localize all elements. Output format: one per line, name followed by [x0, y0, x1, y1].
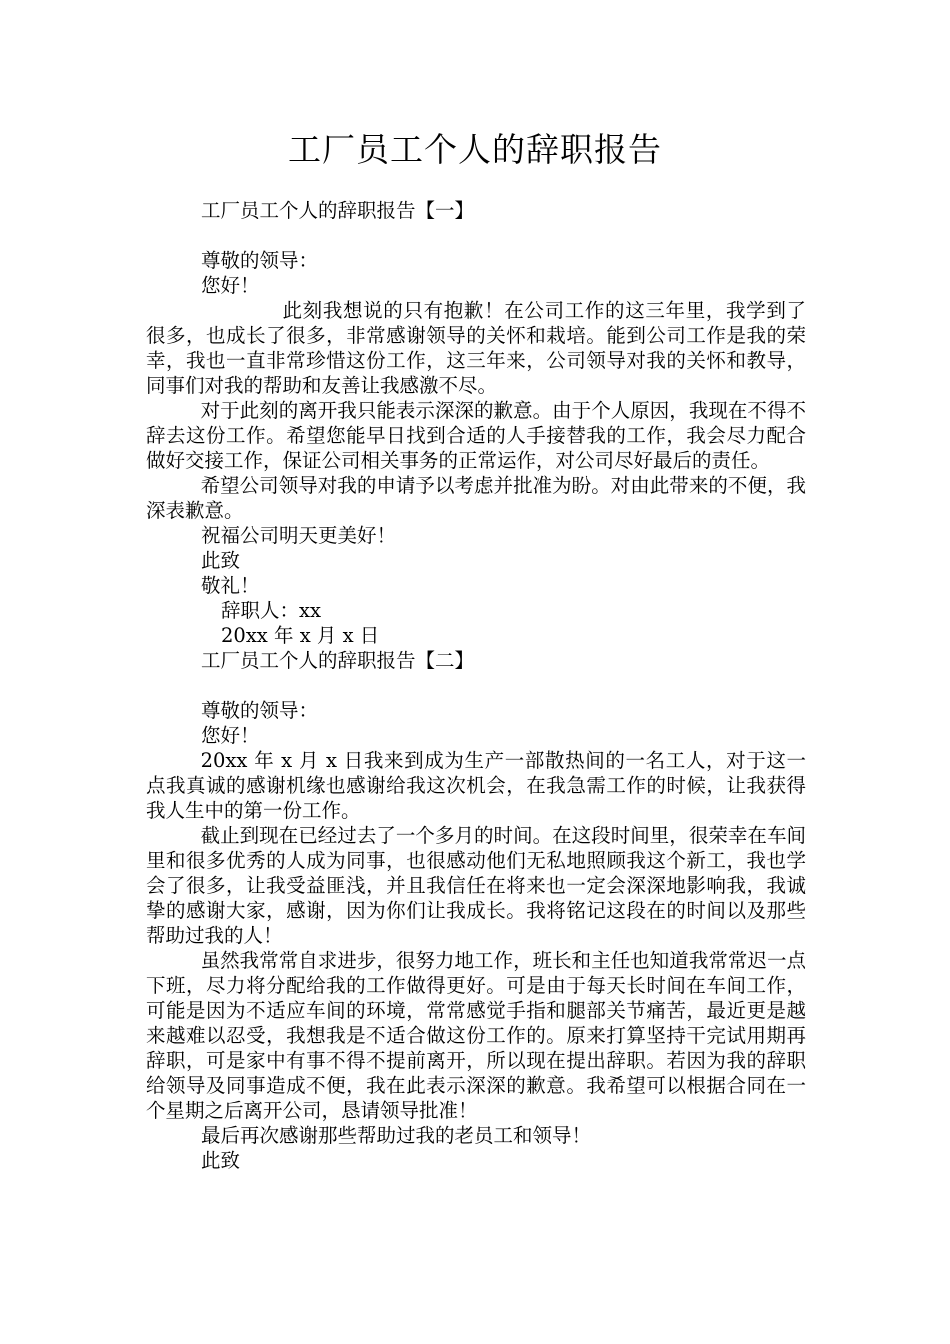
letter2-heading: 工厂员工个人的辞职报告【二】	[201, 649, 475, 672]
letter2-thanks: 最后再次感谢那些帮助过我的老员工和领导！	[201, 1124, 592, 1147]
letter1-heading: 工厂员工个人的辞职报告【一】	[201, 199, 475, 222]
document-body	[146, 198, 806, 1173]
letter2-salutation: 尊敬的领导：	[201, 699, 319, 722]
letter1-blessing: 祝福公司明天更美好！	[201, 524, 397, 547]
letter1-paragraph-3: 希望公司领导对我的申请予以考虑并批准为盼。对由此带来的不便，我深表歉意。	[146, 474, 806, 522]
letter2-paragraph-3: 虽然我常常自求进步，很努力地工作，班长和主任也知道我常常迟一点下班，尽力将分配给我的工作做得更好。可是由于每天长时间在车间工作，可能是因为不适应车间的环境，常常感觉手指和腿部关节痛苦，最近更是越来越难以忍受，我想我是不适合做这份工作的。原来打算坚持干完试用期再辞职，可是家中有事不得不提前离开，所以现在提出辞职。若因为我的辞职给领导及同事造成不便，我在此表示深深的歉意。我希望可以根据合同在一个星期之后离开公司，恳请领导批准！	[146, 949, 806, 1122]
letter1-greeting: 您好！	[201, 274, 260, 297]
document-title: 工厂员工个人的辞职报告	[288, 130, 662, 169]
letter1-paragraph-1: 此刻我想说的只有抱歉！在公司工作的这三年里，我学到了很多，也成长了很多，非常感谢领导的关怀和栽培。能到公司工作是我的荣幸，我也一直非常珍惜这份工作，这三年来，公司领导对我的关怀和教导，同事们对我的帮助和友善让我感激不尽。	[146, 299, 806, 397]
letter1-signer: 辞职人：xx	[221, 599, 321, 622]
letter1-date: 20xx 年 x 月 x 日	[221, 624, 380, 647]
letter2-paragraph-1: 20xx 年 x 月 x 日我来到成为生产一部散热间的一名工人，对于这一点我真诚的感谢机缘也感谢给我这次机会，在我急需工作的时候，让我获得我人生中的第一份工作。	[146, 749, 806, 822]
letter1-closing-1: 此致	[201, 549, 241, 572]
letter1-closing-2: 敬礼！	[201, 574, 260, 597]
letter1-salutation: 尊敬的领导：	[201, 249, 319, 272]
letter2-greeting: 您好！	[201, 724, 260, 747]
spacer	[146, 673, 806, 698]
letter2-paragraph-2: 截止到现在已经过去了一个多月的时间。在这段时间里，很荣幸在车间里和很多优秀的人成为同事，也很感动他们无私地照顾我这个新工，我也学会了很多，让我受益匪浅，并且我信任在将来也一定会深深地影响我，我诚挚的感谢大家，感谢，因为你们让我成长。我将铭记这段在的时间以及那些帮助过我的人！	[146, 824, 806, 947]
letter2-closing-1: 此致	[201, 1149, 241, 1172]
letter1-paragraph-2: 对于此刻的离开我只能表示深深的歉意。由于个人原因，我现在不得不辞去这份工作。希望您能早日找到合适的人手接替我的工作，我会尽力配合做好交接工作，保证公司相关事务的正常运作，对公司尽好最后的责任。	[146, 399, 806, 472]
spacer	[146, 223, 806, 248]
